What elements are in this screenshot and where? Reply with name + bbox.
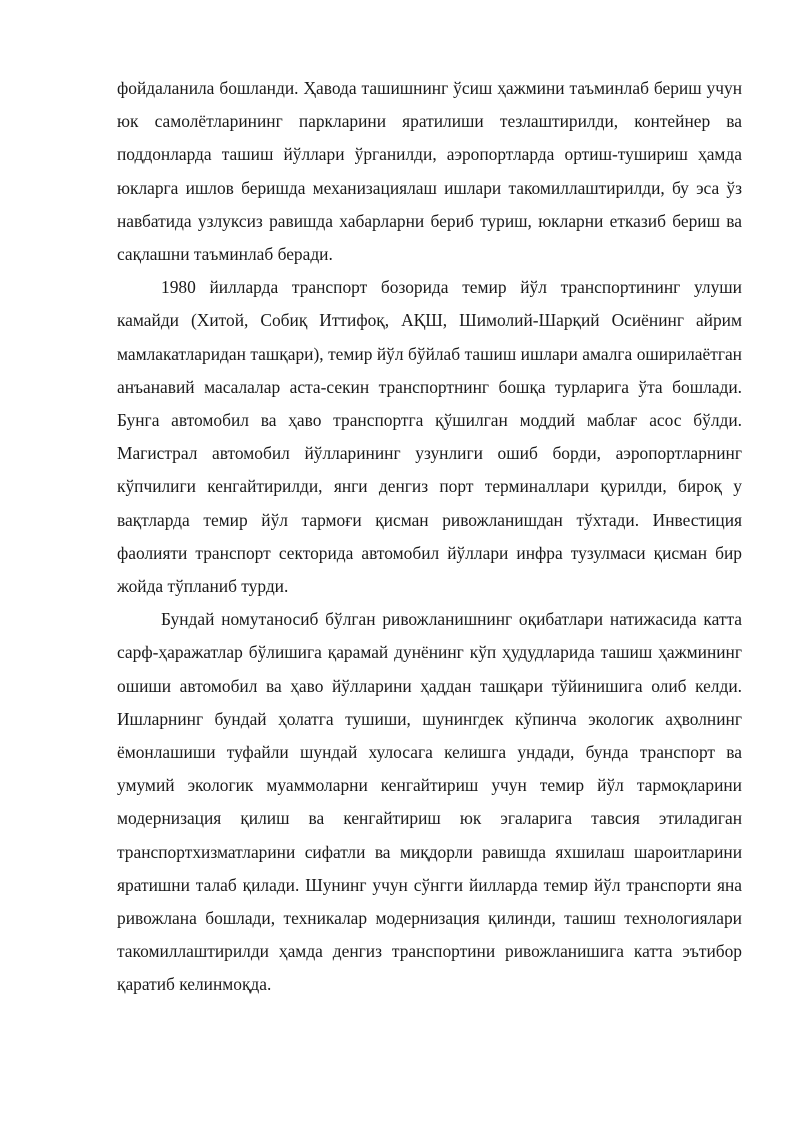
- paragraph-2: 1980 йилларда транспорт бозорида темир йўл транспортининг улуши камайди (Хитой, Собиқ Иттифоқ, АҚШ, Шимолий-Шарқий Осиёнинг айрим мамлакатларидан ташқари), темир йўл бўйлаб ташиш ишлари амалга оширилаётган анъанавий масалалар аста-секин транспортнинг бошқа турларига ўта бошлади. Бунга автомобил ва ҳаво транспортга қўшилган моддий маблағ асос бўлди. Магистрал автомобил йўлларининг узунлиги ошиб борди, аэропортларнинг кўпчилиги кенгайтирилди, янги денгиз порт терминаллари қурилди, бироқ у вақтларда темир йўл тармоғи қисман ривожланишдан тўхтади. Инвестиция фаолияти транспорт секторида автомобил йўллари инфра тузулмаси қисман бир жойда тўпланиб турди.: [117, 277, 742, 597]
- document-page: [117, 72, 742, 1002]
- paragraph-3: Бундай номутаносиб бўлган ривожланишнинг оқибатлари натижасида катта сарф-ҳаражатлар бўлишига қарамай дунёнинг кўп ҳудудларида ташиш ҳажмининг ошиши автомобил ва ҳаво йўлларини ҳаддан ташқари тўйинишига олиб келди. Ишларнинг бундай ҳолатга тушиши, шунингдек кўпинча экологик аҳволнинг ёмонлашиши туфайли шундай хулосага келишга ундади, бунда транспорт ва умумий экологик муаммоларни кенгайтириш учун темир йўл тармоқларини модернизация қилиш ва кенгайтириш юк эгаларига тавсия этиладиган транспортхизматларини сифатли ва миқдорли равишда яхшилаш шароитларини яратишни талаб қилади. Шунинг учун сўнгги йилларда темир йўл транспорти яна ривожлана бошлади, техникалар модернизация қилинди, ташиш технологиялари такомиллаштирилди ҳамда денгиз транспортини ривожланишига катта эътибор қаратиб келинмоқда.: [117, 609, 742, 995]
- paragraph-1: фойдаланила бошланди. Ҳавода ташишнинг ўсиш ҳажмини таъминлаб бериш учун юк самолётларининг паркларини яратилиши тезлаштирилди, контейнер ва поддонларда ташиш йўллари ўрганилди, аэропортларда ортиш-тушириш ҳамда юкларга ишлов беришда механизациялаш ишлари такомиллаштирилди, бу эса ўз навбатида узлуксиз равишда хабарларни бериб туриш, юкларни етказиб бериш ва сақлашни таъминлаб беради.: [117, 78, 742, 265]
